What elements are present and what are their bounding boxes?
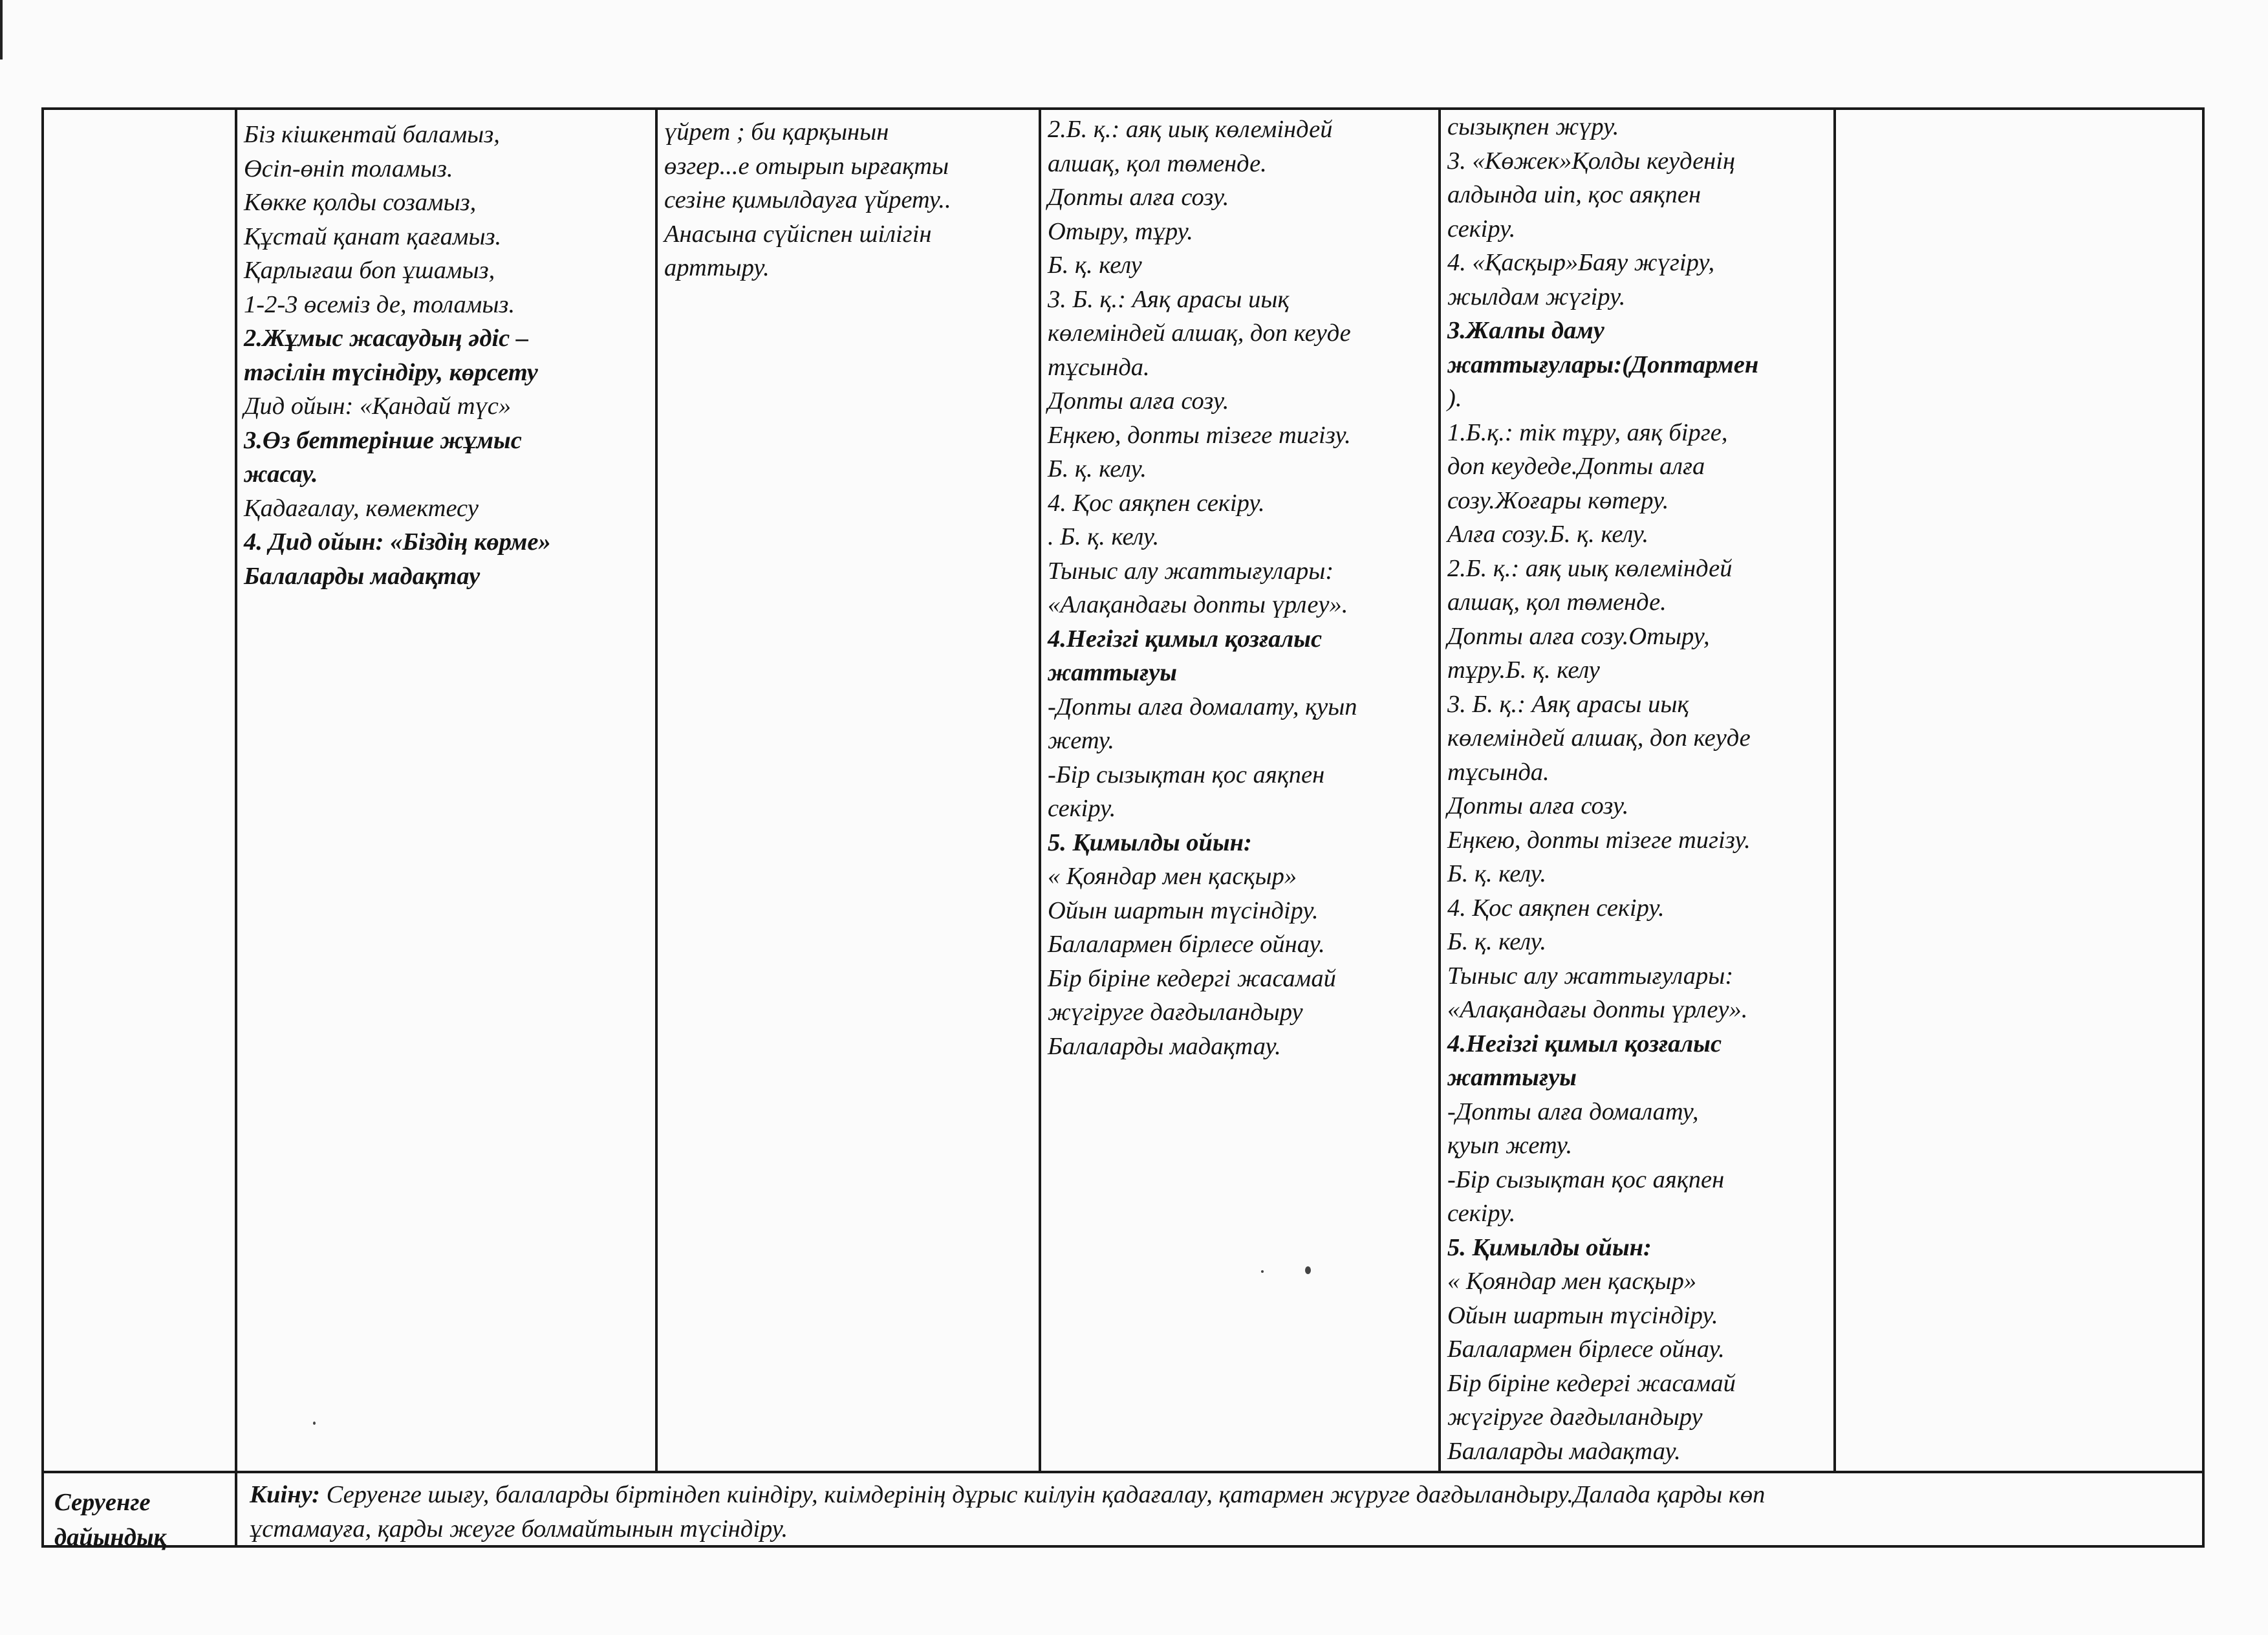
- text-line: -Бір сызықтан қос аяқпен: [1048, 761, 1325, 788]
- text-line: Допты алға созу.: [1447, 792, 1629, 819]
- column-divider-4: [1438, 107, 1441, 1472]
- text-line: Құстай қанат қағамыз.: [244, 222, 502, 250]
- text-line: Бір біріне кедергі жасамай: [1447, 1369, 1736, 1397]
- text-line: секіру.: [1447, 215, 1516, 243]
- text-line: 3.Жалпы даму: [1447, 317, 1604, 344]
- table-left-border: [41, 107, 44, 1548]
- text-line: 3. Б. қ.: Аяқ арасы иық: [1447, 690, 1689, 718]
- text-line: жылдам жүгіру.: [1447, 283, 1626, 310]
- text-line: Тыныс алу жаттығулары:: [1048, 557, 1334, 585]
- text-line: 4. «Қасқыр»Баяу жүгіру,: [1447, 249, 1715, 276]
- text-line: жасау.: [244, 460, 318, 488]
- text-line: Бір біріне кедергі жасамай: [1048, 964, 1336, 992]
- row-label-line-1: Серуенге: [54, 1489, 151, 1516]
- text-line: сызықпен жүру.: [1447, 113, 1619, 140]
- text-line: жаттығуы: [1048, 659, 1178, 686]
- dressing-text: Серуенге шығу, балаларды біртіндеп киіндіру, киімдерінің дұрыс киілуін қадағалау, қатармен жүруге дағдыландыру.Далада қарды көп: [320, 1481, 1766, 1508]
- scan-speck: [313, 1422, 316, 1425]
- text-line: 4. Дид ойын: «Біздің көрме»: [244, 528, 551, 556]
- text-line: 2.Б. қ.: аяқ иық көлеміндей: [1048, 116, 1333, 143]
- text-line: « Қояндар мен қасқыр»: [1048, 863, 1297, 890]
- column-general-exercises: [1447, 110, 1758, 1468]
- scan-speck: [1305, 1266, 1311, 1274]
- column-divider-2: [655, 107, 658, 1472]
- text-line: секіру.: [1048, 795, 1116, 822]
- text-line: Тыныс алу жаттығулары:: [1447, 962, 1734, 990]
- text-line: -Бір сызықтан қос аяқпен: [1447, 1165, 1725, 1193]
- text-line: 3. Б. қ.: Аяқ арасы иық: [1048, 285, 1290, 313]
- text-line: Отыру, тұру.: [1048, 217, 1193, 245]
- text-line: Анасына сүйіспен шілігін: [664, 220, 932, 248]
- text-line: доп кеудеде.Допты алға: [1447, 453, 1705, 480]
- text-line: алдында иіп, қос аяқпен: [1447, 181, 1701, 208]
- text-line: Қадағалау, көмектесу: [244, 494, 479, 522]
- text-line: 4. Қос аяқпен секіру.: [1447, 894, 1665, 922]
- text-line: Біз кішкентай баламыз,: [244, 121, 500, 148]
- text-line: 4.Негізгі қимыл қозғалыс: [1048, 625, 1323, 653]
- text-line: жету.: [1048, 727, 1115, 754]
- text-line: 2.Жұмыс жасаудың әдіс –: [244, 325, 529, 352]
- text-line: секіру.: [1447, 1200, 1516, 1227]
- text-line: Алға созу.Б. қ. келу.: [1447, 521, 1649, 548]
- text-line: Балалармен бірлесе ойнау.: [1447, 1336, 1725, 1363]
- column-divider-5: [1833, 107, 1836, 1472]
- text-line: Б. қ. келу.: [1447, 860, 1546, 887]
- text-line: Еңкею, допты тізеге тигізу.: [1447, 826, 1751, 854]
- scan-speck: [1261, 1270, 1264, 1273]
- column-divider-3: [1039, 107, 1041, 1472]
- text-line: Допты алға созу.: [1048, 387, 1229, 415]
- text-line: Б. қ. келу: [1048, 252, 1142, 279]
- text-line: арттыру.: [664, 254, 770, 281]
- text-line: жүгіруге дағдыландыру: [1447, 1403, 1703, 1431]
- text-line: алшақ, қол төменде.: [1447, 589, 1667, 616]
- text-line: «Алақандағы допты үрлеу».: [1447, 996, 1748, 1023]
- table-right-border: [2202, 107, 2205, 1548]
- text-line: Допты алға созу.Отыру,: [1447, 622, 1710, 650]
- row-label-walk-preparation: [54, 1485, 166, 1555]
- text-line: алшақ, қол төменде.: [1048, 149, 1267, 177]
- text-line: сезіне қимылдауға үйрету..: [664, 186, 951, 213]
- text-line: 3. «Көжек»Қолды кеуденің: [1447, 147, 1736, 175]
- text-line: Балаларды мадақтау.: [1447, 1437, 1681, 1465]
- table-row-divider: [41, 1471, 2205, 1473]
- text-line: Б. қ. келу.: [1048, 455, 1147, 482]
- column-goals: [664, 115, 951, 285]
- text-line: Балалармен бірлесе ойнау.: [1048, 931, 1325, 958]
- text-line: жаттығулары:(Доптармен: [1447, 351, 1759, 378]
- text-line: Қарлығаш боп ұшамыз,: [244, 257, 495, 284]
- text-line: жүгіруге дағдыландыру: [1048, 999, 1303, 1026]
- text-line: үйрет ; би қарқынын: [664, 118, 889, 146]
- text-line: -Допты алға домалату, қуып: [1048, 693, 1357, 720]
- scan-edge-mark: [0, 0, 3, 60]
- row-label-line-2: дайындық: [54, 1524, 167, 1551]
- text-line: «Алақандағы допты үрлеу».: [1048, 591, 1348, 618]
- text-line: 4.Негізгі қимыл қозғалыс: [1447, 1030, 1722, 1057]
- text-line: Ойын шартын түсіндіру.: [1447, 1301, 1718, 1329]
- dressing-label: Киіну:: [250, 1481, 320, 1508]
- text-line: . Б. қ. келу.: [1048, 523, 1160, 550]
- text-line: « Қояндар мен қасқыр»: [1447, 1268, 1697, 1295]
- text-line: өзгер...е отырып ырғақты: [664, 152, 949, 180]
- table-top-border: [41, 107, 2205, 110]
- walk-preparation-line-2: ұстамауға, қарды жеуге болмайтынын түсіндіру.: [250, 1515, 788, 1543]
- text-line: ).: [1447, 385, 1462, 412]
- walk-preparation-line-1: [250, 1478, 1765, 1512]
- column-exercises: [1048, 113, 1357, 1063]
- text-line: созу.Жоғары көтеру.: [1447, 486, 1669, 514]
- text-line: Б. қ. келу.: [1447, 928, 1546, 955]
- text-line: Допты алға созу.: [1048, 184, 1229, 211]
- text-line: тұру.Б. қ. келу: [1447, 656, 1600, 684]
- walk-preparation-text: [250, 1478, 1765, 1546]
- text-line: 1-2-3 өсеміз де, толамыз.: [244, 290, 515, 318]
- column-divider-1: [235, 107, 237, 1548]
- column-activity-steps: [244, 118, 551, 593]
- text-line: 2.Б. қ.: аяқ иық көлеміндей: [1447, 554, 1733, 582]
- text-line: Балаларды мадақтау: [244, 562, 481, 590]
- text-line: жаттығуы: [1447, 1064, 1577, 1091]
- text-line: тұсында.: [1447, 758, 1550, 786]
- text-line: Балаларды мадақтау.: [1048, 1032, 1281, 1060]
- text-line: 4. Қос аяқпен секіру.: [1048, 489, 1265, 517]
- text-line: тұсында.: [1048, 353, 1150, 381]
- text-line: Өсіп-өніп толамыз.: [244, 155, 453, 182]
- text-line: 1.Б.қ.: тік тұру, аяқ бірге,: [1447, 418, 1728, 446]
- text-line: 5. Қимылды ойын:: [1048, 828, 1252, 856]
- text-line: 5. Қимылды ойын:: [1447, 1233, 1652, 1261]
- text-line: Көкке қолды созамыз,: [244, 189, 477, 216]
- text-line: тәсілін түсіндіру, көрсету: [244, 358, 538, 386]
- text-line: көлеміндей алшақ, доп кеуде: [1048, 319, 1351, 347]
- text-line: Еңкею, допты тізеге тигізу.: [1048, 421, 1351, 449]
- text-line: қуып жету.: [1447, 1132, 1573, 1159]
- text-line: 3.Өз беттерінше жұмыс: [244, 426, 522, 454]
- text-line: Дид ойын: «Қандай түс»: [244, 393, 512, 420]
- text-line: -Допты алға домалату,: [1447, 1098, 1699, 1125]
- text-line: көлеміндей алшақ, доп кеуде: [1447, 724, 1751, 752]
- text-line: Ойын шартын түсіндіру.: [1048, 896, 1319, 924]
